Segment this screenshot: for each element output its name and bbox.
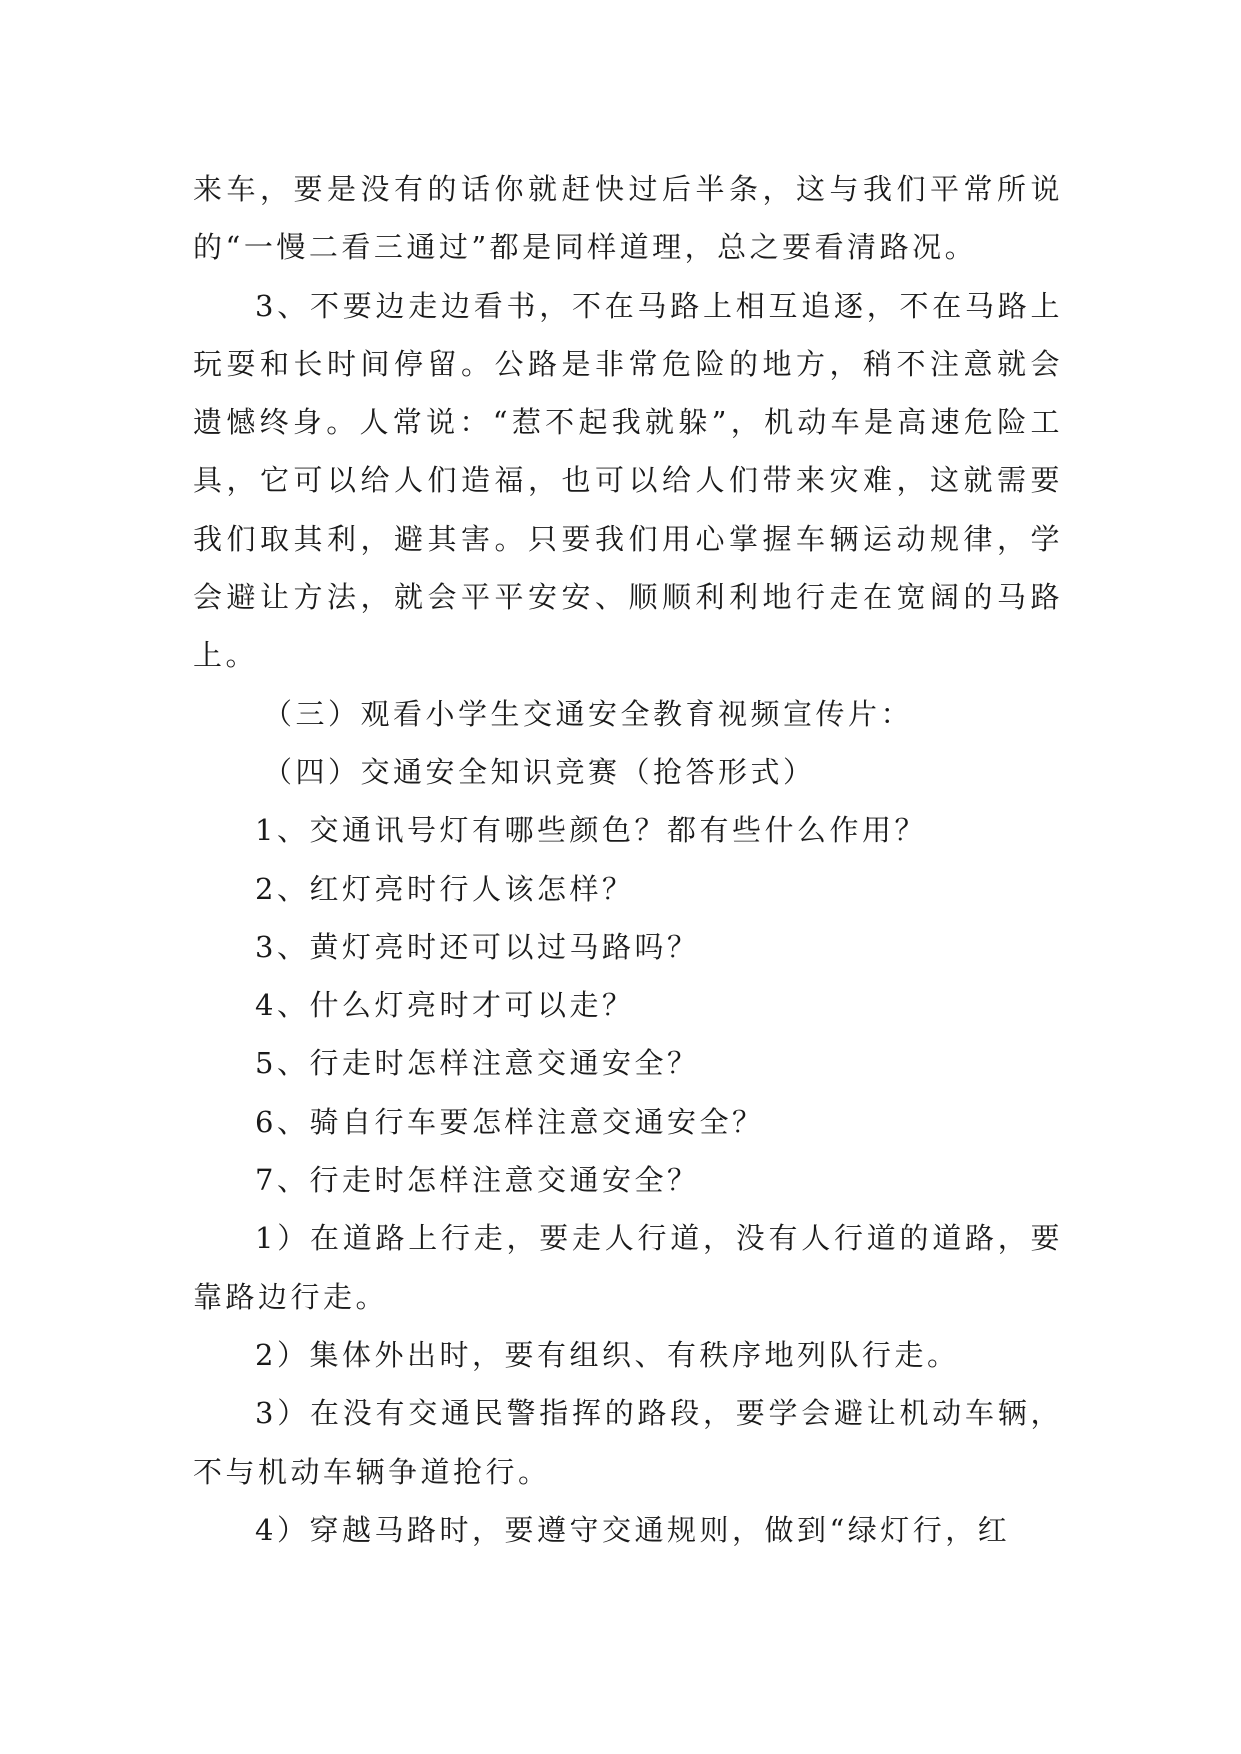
quiz-question-6: 6、骑自行车要怎样注意交通安全？ (255, 1104, 765, 1139)
quiz-question-1: 1、交通讯号灯有哪些颜色？都有些什么作用？ (255, 813, 927, 848)
quiz-question-2: 2、红灯亮时行人该怎样？ (255, 871, 635, 906)
quiz-question-4: 4、什么灯亮时才可以走？ (255, 988, 635, 1023)
paragraph-point-3: 3、不要边走边看书，不在马路上相互追逐，不在马路上玩耍和长时间停留。公路是非常危险的地方，稍不注意就会遗憾终身。人常说：“惹不起我就躲”，机动车是高速危险工具，它可以给人们造福，也可以给人们带来灾难，这就需要我们取其利，避其害。只要我们用心掌握车辆运动规律，学会避让方法，就会平平安安、顺顺利利地行走在宽阔的马路上。 (193, 288, 1063, 673)
section-heading-3: （三）观看小学生交通安全教育视频宣传片： (263, 696, 914, 731)
answer-item-4: 4）穿越马路时，要遵守交通规则，做到“绿灯行，红 (255, 1512, 1011, 1547)
answer-item-3: 3）在没有交通民警指挥的路段，要学会避让机动车辆，不与机动车辆争道抢行。 (193, 1396, 1063, 1489)
paragraph-continuation: 来车，要是没有的话你就赶快过后半条，这与我们平常所说的“一慢二看三通过”都是同样道理，总之要看清路况。 (193, 172, 1063, 265)
quiz-question-5: 5、行走时怎样注意交通安全？ (255, 1046, 700, 1081)
quiz-question-3: 3、黄灯亮时还可以过马路吗？ (255, 929, 700, 964)
document-body (193, 160, 1063, 1559)
answer-item-1: 1）在道路上行走，要走人行道，没有人行道的道路，要靠路边行走。 (193, 1221, 1063, 1314)
section-heading-4: （四）交通安全知识竞赛（抢答形式） (263, 754, 816, 789)
answer-item-2: 2）集体外出时，要有组织、有秩序地列队行走。 (255, 1337, 960, 1372)
quiz-question-7: 7、行走时怎样注意交通安全？ (255, 1163, 700, 1198)
